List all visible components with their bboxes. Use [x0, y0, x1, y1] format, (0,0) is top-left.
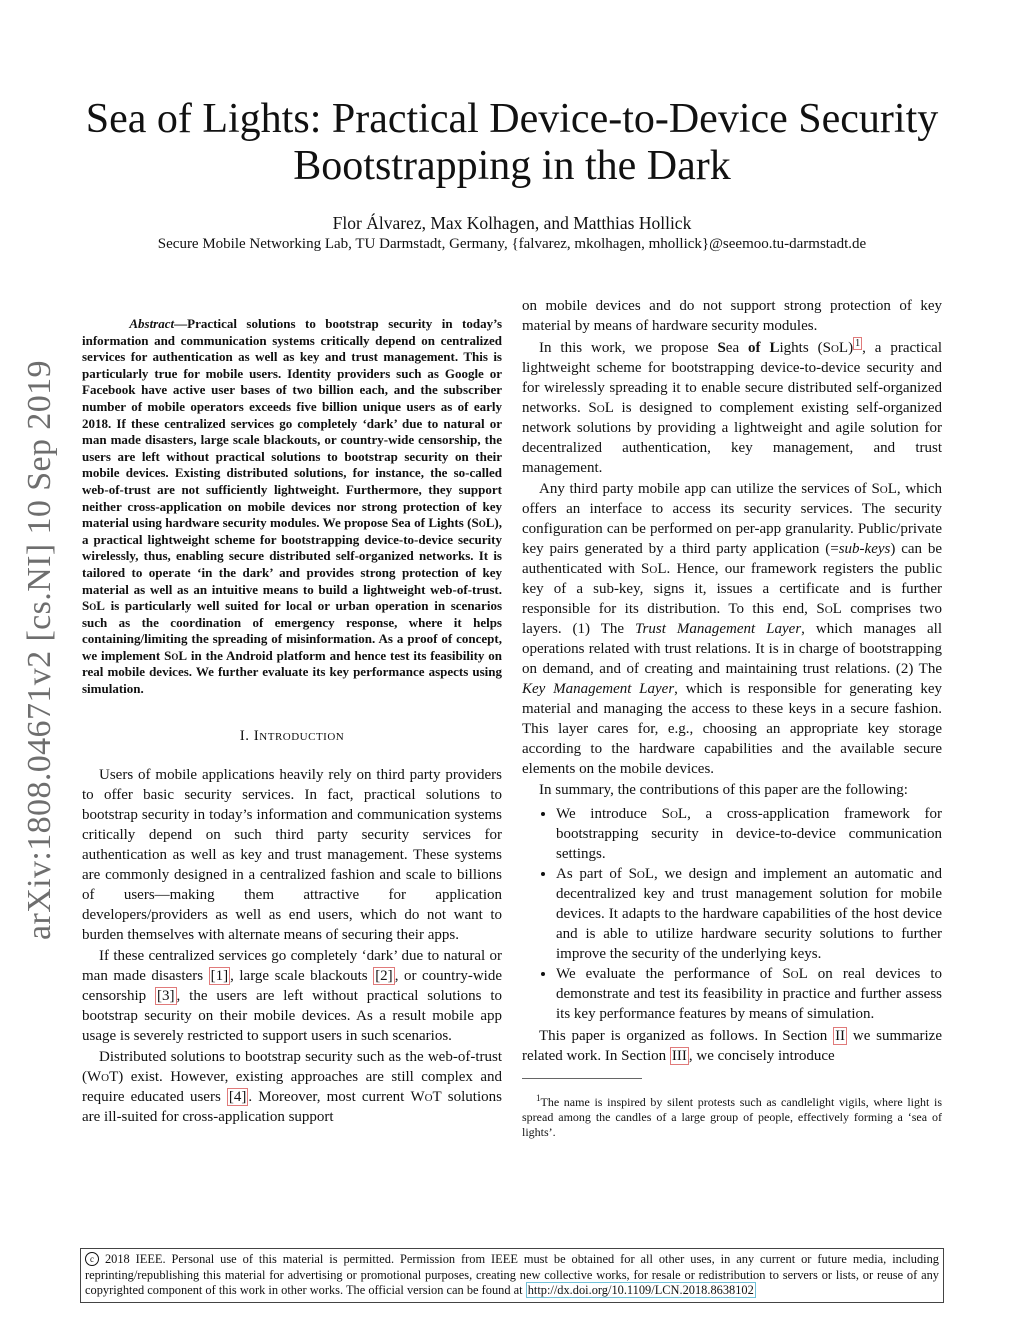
- citation-link[interactable]: [3]: [157, 987, 175, 1004]
- citation-link[interactable]: [1]: [210, 967, 229, 984]
- affiliation: Secure Mobile Networking Lab, TU Darmstadt, Germany, {falvarez, mkolhagen, mhollick}@seemoo.tu-darmstadt.de: [157, 236, 867, 252]
- citation-link[interactable]: [4]: [228, 1088, 247, 1105]
- contribution-list: [522, 804, 942, 1024]
- section-link[interactable]: III: [671, 1048, 687, 1064]
- paragraph: Any third party mobile app can utilize the services of SoL, which offers an interface to access its security services. The security configuration can be performed on per-app granularity. Public/private key pairs generated by a third party application (=sub-keys) can be authenticated with SoL. Hence, our framework registers the public key of a sub-key, signs it, issues a certificate and is further responsible for its distribution. To this end, SoL comprises two layers. (1) The Trust Management Layer, which manages all operations related with trust relations. It is in charge of bootstrapping on demand, and of creating and maintaining trust relations. (2) The Key Management Layer, which is responsible for generating key material and managing the access to these keys in a secure fashion. This layer cares for, e.g., choosing an appropriate key storage according to the hardware capabilities and the available secure elements on the mobile devices.: [522, 481, 942, 777]
- section-link[interactable]: II: [835, 1028, 846, 1044]
- title-line-1: Sea of Lights: Practical Device-to-Device Security: [85, 96, 939, 142]
- sol-acronym: SoL: [82, 598, 105, 614]
- section-title: Introduction: [253, 727, 345, 744]
- paragraph: This paper is organized as follows. In Section II we summarize related work. In Section III , we concisely introduce: [522, 1028, 942, 1064]
- author-list: Flor Álvarez, Max Kolhagen, and Matthias Hollick: [332, 213, 692, 233]
- sol-acronym: SoL: [164, 647, 187, 663]
- abstract-dash: —: [174, 316, 188, 331]
- abstract-part-2: ), a practical lightweight scheme for bootstrapping device-to-device security wirelessly, thus, enabling secure distributed self-organized networks. It is tailored to operate ‘in the dark’ and provides strong protection of key material as well as an intuitive means to build a lightweight web-of-trust.: [82, 515, 502, 597]
- paragraph: on mobile devices and do not support strong protection of key material by means of hardware security modules.: [522, 298, 942, 334]
- list-item: • We evaluate the performance of SoL on real devices to demonstrate and test its feasibility in practice and further assess its key performance features by means of simulation.: [556, 964, 942, 1024]
- section-number: I.: [239, 727, 250, 744]
- abstract: [82, 316, 502, 698]
- paragraph: Users of mobile applications heavily rely on third party providers to offer basic security services. In fact, practical solutions to bootstrap security in today’s information and communication systems critically depend on such third party security services for authentication as well as key and trust management. These systems are commonly designed in a centralized fashion and scale to billions of users—making them attractive for application developers/providers as well as end users, which do not want to burden themselves with alternate means of securing their apps.: [82, 766, 502, 943]
- abstract-part-1: Practical solutions to bootstrap security in today’s information and communication systems critically depend on centralized services for authentication as well as key and trust management. This is particularly true for mobile users. Identity providers such as Google or Facebook have active user bases of two billion each, and the subscriber number of mobile operators exceeds five billion unique users as of early 2018. If these centralized services go completely ‘dark’ due to natural or man made disasters, large scale blackouts, or country-wide censorship, the users are left without practical solutions to bootstrap security on their mobile devices. Existing distributed solutions, for instance, the so-called web-of-trust are not sufficiently lightweight. Furthermore, they support neither cross-application on mobile devices nor strong protection of key material using hardware security modules. We propose Sea of Lights (: [82, 316, 503, 531]
- list-item: • As part of SoL, we design and implement an automatic and decentralized key and trust management solution for mobile devices. It adapts to the hardware capabilities of the host device and is able to utilize hardware security solutions to further improve the security of the underlying keys.: [556, 864, 942, 964]
- left-column: [82, 296, 502, 1127]
- paragraph: Distributed solutions to bootstrap security such as the web-of-trust (WoT) exist. However, existing approaches are still complex and require educated users [4] . Moreover, most current WoT solutions are ill-suited for cross-application support: [82, 1048, 502, 1125]
- footnote-text: The name is inspired by silent protests such as candlelight vigils, where light is spread among the candles of a large group of people, effectively forming a ‘sea of lights’.: [522, 1095, 942, 1139]
- abstract-part-3: is particularly well suited for local or urban operation in scenarios such as the coordination of emergency response, where it helps containing/limiting the spreading of misinformation. As a proof of concept, we implement: [82, 598, 502, 663]
- title-line-2: Bootstrapping in the Dark: [293, 143, 731, 189]
- left-body: [82, 765, 502, 1127]
- right-body: [522, 296, 942, 1066]
- copyright-notice: [80, 1248, 944, 1303]
- paragraph: In this work, we propose Sea of Lights (SoL) $^1$ , a practical lightweight scheme for bootstrapping device-to-device security and for wirelessly spreading it to enable secure distributed self-organized networks. SoL is designed to complement existing self-organized network solutions by providing a lightweight and agile solution for decentralized authentication, key management, and trust management.: [522, 338, 942, 476]
- paragraph: In summary, the contributions of this paper are the following:: [539, 782, 908, 798]
- sol-acronym: SoL: [471, 515, 495, 531]
- copyright-text: 2018 IEEE. Personal use of this material is permitted. Permission from IEEE must be obtained for all other uses, in any current or future media, including reprinting/republishing this material for advertising or promotional purposes, creating new collective works, for resale or redistribution to servers or lists, or reuse of any copyrighted component of this work in other works. The official version can be found at: [85, 1252, 939, 1297]
- footnote-mark: 1: [535, 1093, 541, 1103]
- abstract-part-4: in the Android platform and hence test its feasibility on real mobile devices. We further evaluate its key performance aspects using simulation.: [82, 647, 502, 697]
- copyright-symbol: c: [85, 1252, 99, 1266]
- citation-link[interactable]: [2]: [375, 967, 393, 984]
- section-heading-introduction: [82, 728, 502, 745]
- arxiv-side-stamp: arXiv:1808.04671v2 [cs.NI] 10 Sep 2019: [21, 360, 58, 940]
- paragraph: If these centralized services go completely ‘dark’ due to natural or man made disasters [1] , large scale blackouts [2] , or country-wide censorship [3] , the users are left without practical solutions to bootstrap security on their mobile devices. As a result mobile app usage is severely restricted to support users in such scenarios.: [82, 947, 502, 1044]
- wot-acronym: WoT: [87, 1068, 119, 1085]
- list-item: • We introduce SoL, a cross-application framework for bootstrapping security in device-to-device communication settings.: [556, 804, 942, 864]
- footnote: [522, 1091, 942, 1140]
- sol-acronym: SoL: [822, 340, 849, 356]
- right-column: [522, 296, 942, 1140]
- sol-acronym: SoL: [588, 400, 614, 416]
- footnote-link[interactable]: 1: [855, 338, 861, 349]
- abstract-lead: Abstract: [129, 316, 175, 331]
- footnote-rule: [522, 1078, 642, 1079]
- doi-link[interactable]: http://dx.doi.org/10.1109/LCN.2018.8638102: [527, 1283, 754, 1297]
- wot-acronym: WoT: [410, 1088, 442, 1105]
- paper-title: [70, 96, 954, 190]
